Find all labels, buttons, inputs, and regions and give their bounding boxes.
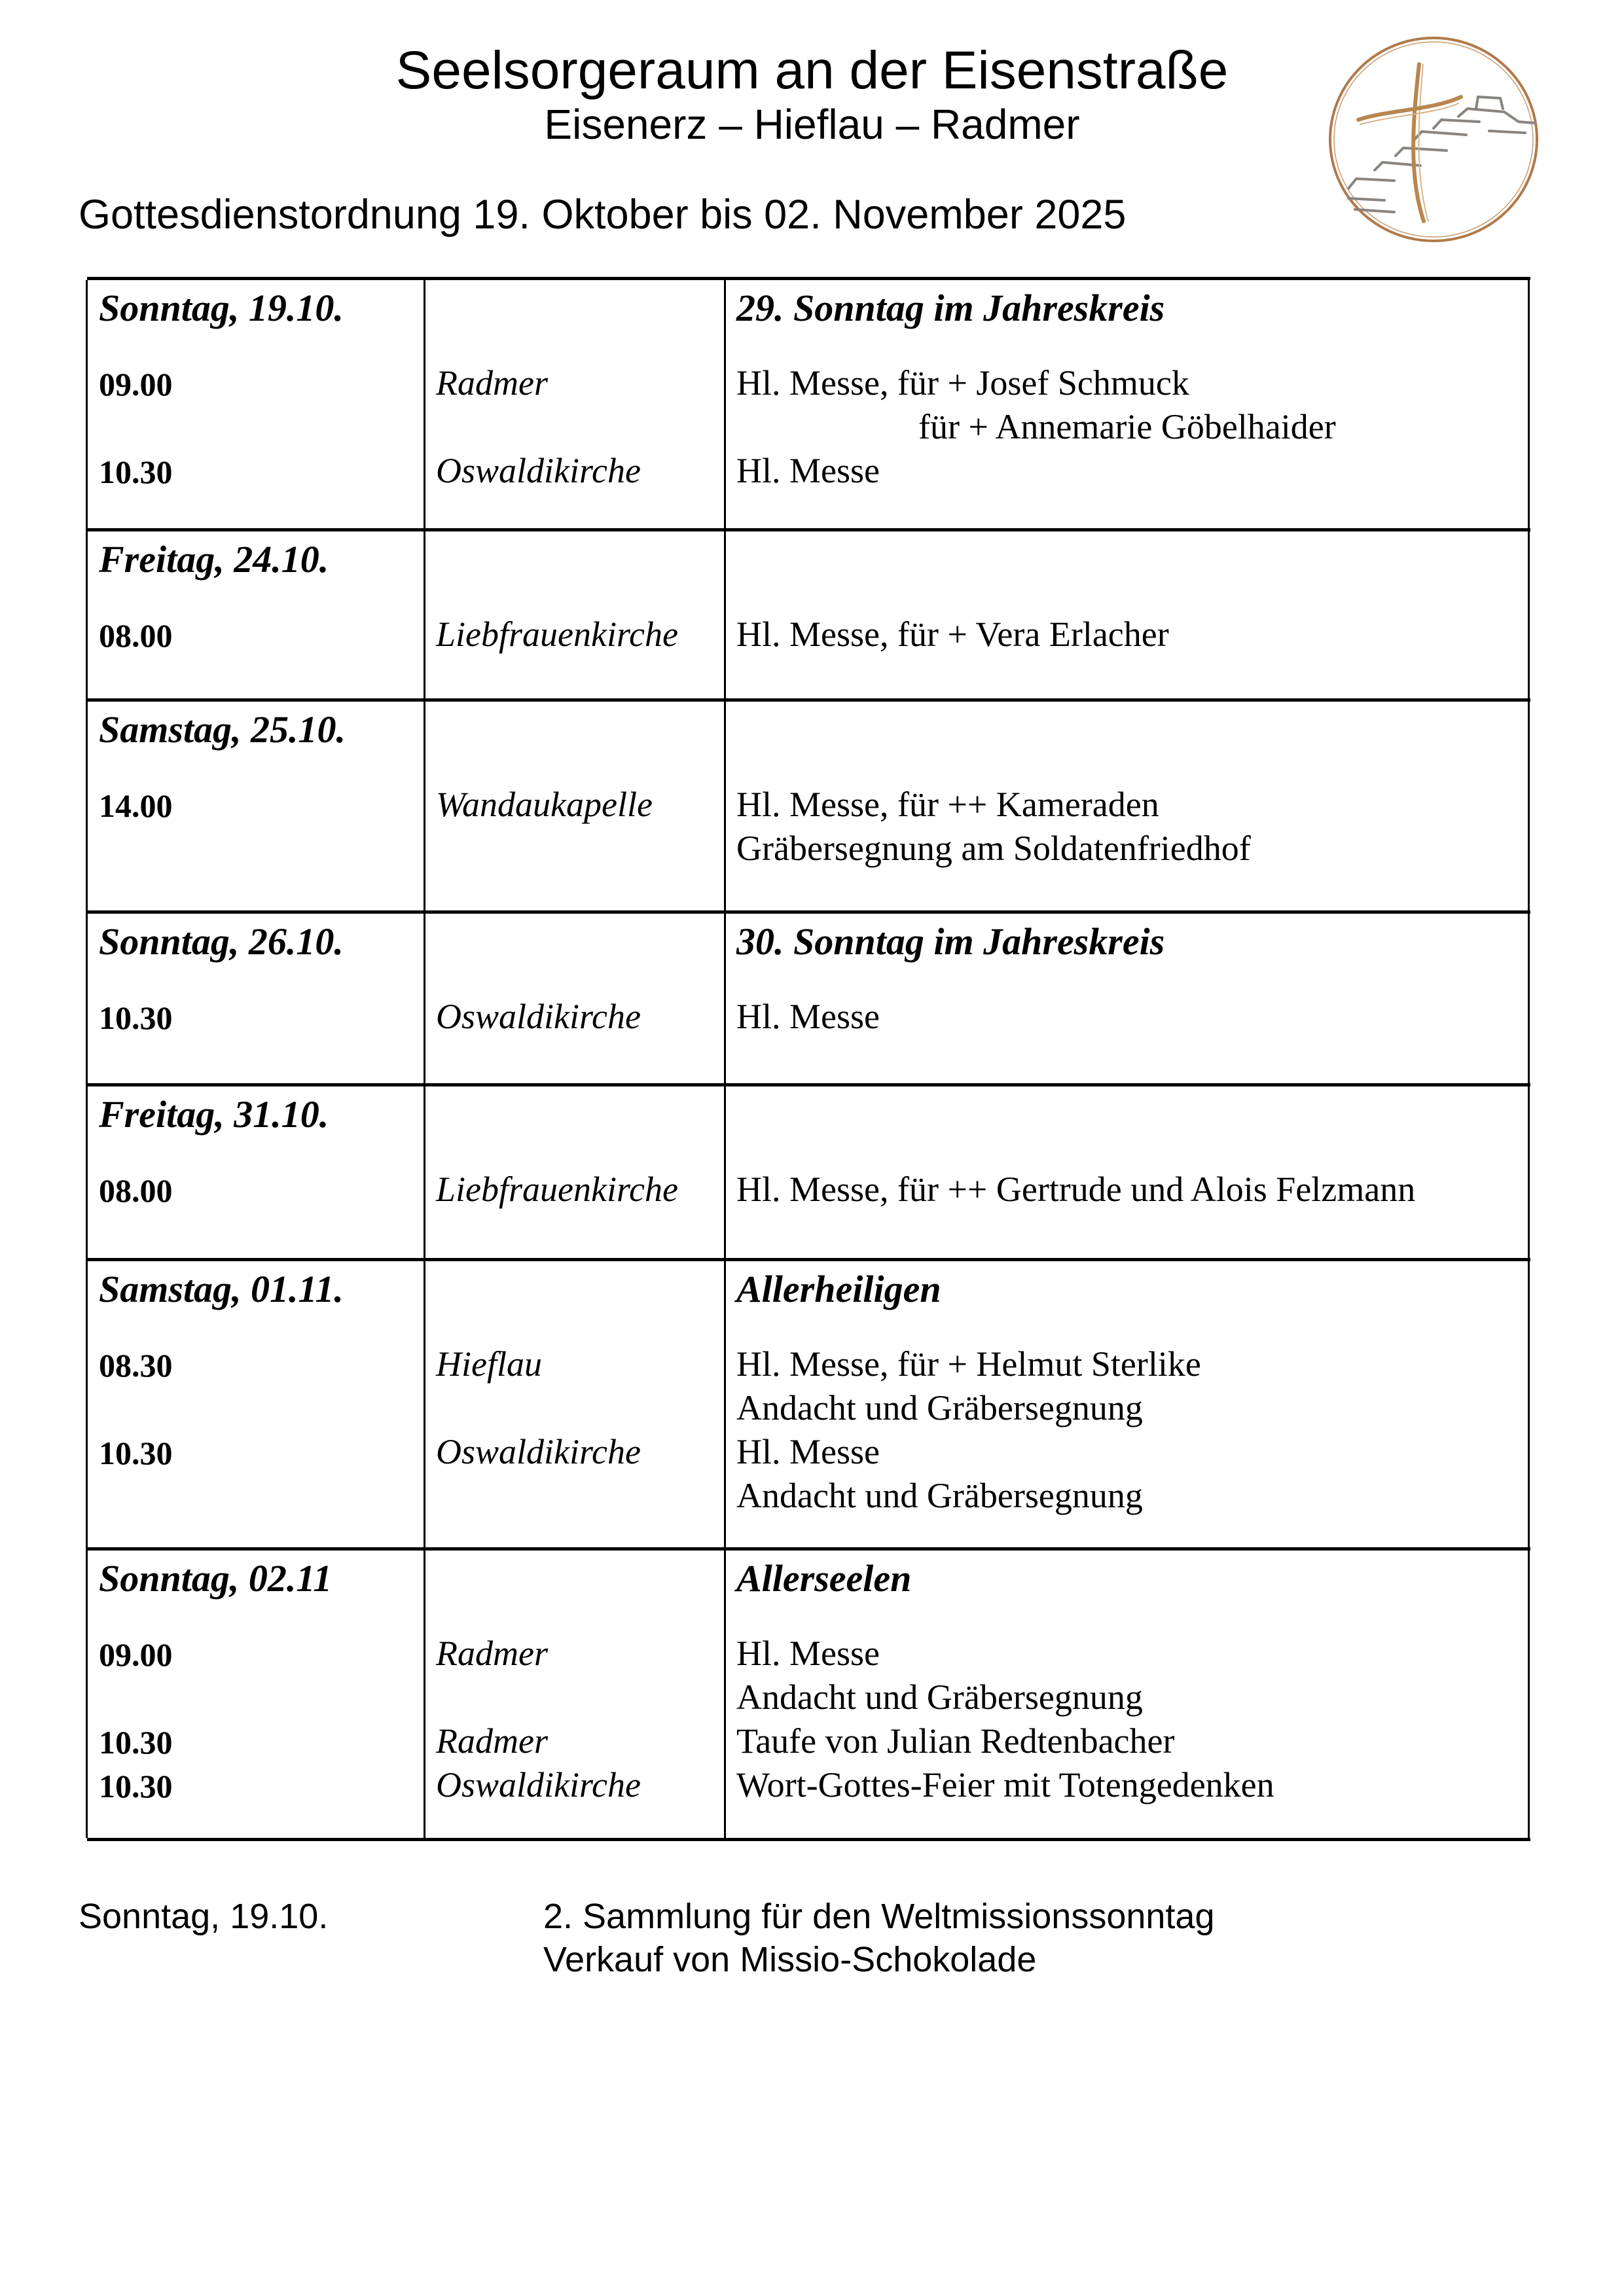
- service-time: 08.00: [99, 1172, 173, 1209]
- service-description: Hl. Messe, für + Helmut Sterlike: [736, 1344, 1201, 1384]
- service-description: Wort-Gottes-Feier mit Totengedenken: [736, 1765, 1274, 1804]
- table-row: [87, 698, 1530, 914]
- service-time: 14.00: [99, 787, 173, 824]
- column-divider: [424, 280, 425, 531]
- feast-label: Allerheiligen: [736, 1268, 941, 1310]
- service-description: Hl. Messe: [736, 997, 880, 1036]
- service-description: Hl. Messe, für + Vera Erlacher: [736, 615, 1169, 654]
- service-description: Andacht und Gräbersegnung: [736, 1677, 1143, 1717]
- column-divider: [424, 914, 425, 1086]
- column-divider: [724, 1086, 726, 1261]
- day-label: Sonntag, 02.11: [99, 1557, 333, 1600]
- column-divider: [86, 702, 88, 914]
- service-time: 09.00: [99, 1636, 173, 1673]
- service-time: 10.30: [99, 1724, 173, 1761]
- service-location: Oswaldikirche: [436, 997, 641, 1036]
- service-description: Andacht und Gräbersegnung: [736, 1476, 1143, 1515]
- service-time: 10.30: [99, 999, 173, 1036]
- table-row: [87, 1083, 1530, 1261]
- column-divider: [424, 531, 425, 702]
- day-label: Samstag, 25.10.: [99, 708, 346, 751]
- feast-label: 30. Sonntag im Jahreskreis: [736, 920, 1165, 963]
- column-divider: [1528, 1551, 1530, 1838]
- page-title: Seelsorgeraum an der Eisenstraße: [395, 41, 1229, 100]
- service-time: 10.30: [99, 454, 173, 490]
- service-location: Oswaldikirche: [436, 1765, 641, 1804]
- day-label: Samstag, 01.11.: [99, 1268, 344, 1310]
- service-location: Liebfrauenkirche: [436, 1170, 678, 1209]
- service-time: 08.30: [99, 1347, 173, 1384]
- day-label: Freitag, 31.10.: [99, 1093, 329, 1136]
- table-row: [87, 1547, 1530, 1841]
- service-description: Hl. Messe, für ++ Kameraden: [736, 785, 1159, 824]
- service-location: Oswaldikirche: [436, 451, 641, 490]
- service-location: Radmer: [436, 1721, 548, 1761]
- column-divider: [86, 914, 88, 1086]
- column-divider: [1528, 280, 1530, 531]
- service-time: 10.30: [99, 1435, 173, 1471]
- column-divider: [724, 914, 726, 1086]
- feast-label: 29. Sonntag im Jahreskreis: [736, 287, 1165, 329]
- service-description: Gräbersegnung am Soldatenfriedhof: [736, 829, 1251, 868]
- service-description: Hl. Messe: [736, 1634, 880, 1673]
- service-location: Radmer: [436, 1634, 548, 1673]
- column-divider: [86, 1261, 88, 1551]
- column-divider: [724, 1261, 726, 1551]
- column-divider: [86, 1086, 88, 1261]
- service-time: 09.00: [99, 366, 173, 403]
- column-divider: [724, 702, 726, 914]
- service-location: Radmer: [436, 363, 548, 403]
- column-divider: [724, 280, 726, 531]
- column-divider: [86, 1551, 88, 1838]
- note-date: Sonntag, 19.10.: [79, 1897, 329, 1936]
- column-divider: [1528, 914, 1530, 1086]
- service-location: Wandaukapelle: [436, 785, 653, 824]
- service-time: 10.30: [99, 1768, 173, 1804]
- cross: [1358, 64, 1461, 221]
- service-location: Hieflau: [436, 1344, 542, 1384]
- table-row: [87, 910, 1530, 1086]
- feast-label: Allerseelen: [736, 1557, 912, 1600]
- service-description: Hl. Messe, für + Josef Schmuck: [736, 363, 1189, 403]
- column-divider: [1528, 1086, 1530, 1261]
- column-divider: [86, 531, 88, 702]
- day-label: Sonntag, 19.10.: [99, 287, 344, 329]
- service-location: Oswaldikirche: [436, 1432, 641, 1471]
- day-label: Freitag, 24.10.: [99, 538, 329, 581]
- cross-mountain-logo-icon: [1322, 31, 1545, 247]
- column-divider: [424, 702, 425, 914]
- column-divider: [424, 1086, 425, 1261]
- service-description: Hl. Messe, für ++ Gertrude und Alois Felzmann: [736, 1170, 1416, 1209]
- service-description: Hl. Messe: [736, 451, 880, 490]
- table-row: [87, 277, 1530, 531]
- note-line: Verkauf von Missio-Schokolade: [543, 1940, 1037, 1979]
- column-divider: [1528, 702, 1530, 914]
- column-divider: [424, 1261, 425, 1551]
- page-subtitle: Eisenerz – Hieflau – Radmer: [544, 101, 1080, 148]
- column-divider: [86, 280, 88, 531]
- column-divider: [724, 531, 726, 702]
- service-description: Hl. Messe: [736, 1432, 880, 1471]
- service-schedule-table: [87, 277, 1530, 1838]
- service-description: Taufe von Julian Redtenbacher: [736, 1721, 1175, 1761]
- table-row: [87, 1258, 1530, 1551]
- schedule-heading: Gottesdienstordnung 19. Oktober bis 02. November 2025: [79, 192, 1127, 238]
- service-time: 08.00: [99, 617, 173, 654]
- note-line: 2. Sammlung für den Weltmissionssonntag: [543, 1897, 1215, 1936]
- service-description: für + Annemarie Göbelhaider: [918, 407, 1336, 446]
- table-row: [87, 528, 1530, 702]
- column-divider: [724, 1551, 726, 1838]
- column-divider: [424, 1551, 425, 1838]
- service-description: Andacht und Gräbersegnung: [736, 1388, 1143, 1427]
- column-divider: [1528, 531, 1530, 702]
- day-label: Sonntag, 26.10.: [99, 920, 344, 963]
- column-divider: [1528, 1261, 1530, 1551]
- service-location: Liebfrauenkirche: [436, 615, 678, 654]
